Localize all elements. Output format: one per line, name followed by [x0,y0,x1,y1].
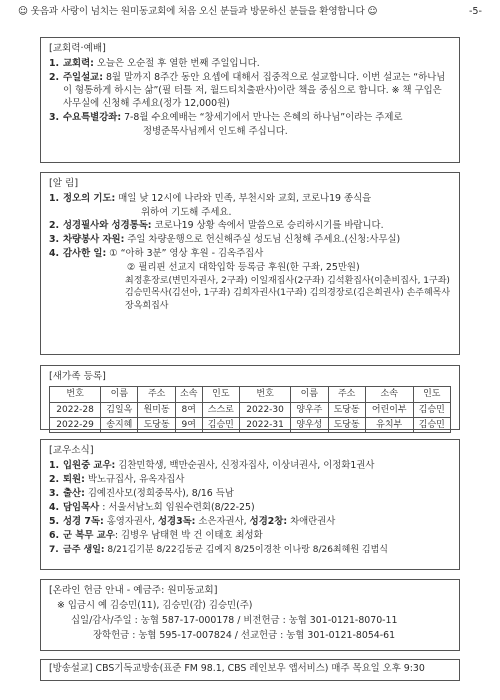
item-number: 3. [49,488,60,500]
item-text: ① “아하 3분” 영상 후원 - 김옥주집사 [106,248,264,260]
table-cell: 김일옥 [101,402,138,417]
item-text: 7-8월 수요예배는 “창세기에서 만나는 은혜의 하나님”이라는 주제로 [121,112,403,124]
table-cell: 어린이부 [365,402,413,417]
item-number: 1. [49,193,60,205]
item-label: 교회력: [63,58,94,70]
item-label: 수요특별강좌: [63,112,122,124]
table-cell: 9여 [175,418,202,433]
table-cell: 유치부 [365,418,413,433]
item-label: 차량봉사 자원: [63,234,125,246]
item-text: 오늘은 오순절 후 열한 번째 주일입니다. [93,58,260,70]
broadcast-section [40,659,460,681]
item-number: 4. [49,502,60,514]
column-header: 인도 [202,387,239,402]
item-number: 2. [49,72,60,84]
item-number: 6. [49,530,60,542]
donor-names: 장옥희집사 [125,300,169,311]
column-header: 주소 [138,387,175,402]
donor-names: 김승민목사(김선아, 1구좌) 김희자권사(1구좌) 김의경장로(김은희권사) 손주혜목사 [125,288,451,299]
item-number: 2. [49,220,60,232]
page-number: -5- [468,6,482,17]
table-cell: 2022-29 [50,418,101,433]
list-item [49,193,451,206]
item-number: 3. [49,234,60,246]
column-header: 이름 [101,387,138,402]
item-continuation: 위하여 기도해 주세요. [141,207,232,219]
column-header: 소속 [365,387,413,402]
list-item [49,460,451,473]
member-news-section [40,439,460,570]
item-sub-entry: ② 필리핀 선교지 대학입학 등록금 후원(한 구좌, 25만원) [127,262,360,274]
list-item [49,488,451,501]
list-item [49,516,451,529]
table-cell: 원미동 [138,402,175,417]
item-text: 김찬민학생, 백만순권사, 신정자집사, 이상녀권사, 이정화1권사 [115,460,375,472]
item-text: 코로나19 상황 속에서 말씀으로 승리하시기를 바랍니다. [151,220,384,232]
news-section [40,172,460,355]
table-cell: 도당동 [328,418,365,433]
item-number: 3. [49,112,60,124]
new-family-section [40,365,460,430]
table-cell: 2022-31 [240,418,291,433]
list-item [49,220,451,233]
online-giving-section [40,579,460,651]
item-label: 담임목사 [63,502,100,514]
list-item [49,58,451,71]
list-item [49,248,451,261]
table-cell: 도당동 [328,402,365,417]
list-item [49,72,451,111]
giving-accounts: 십일/감사/주일 : 농협 587-17-000178 / 비전헌금 : 농협 301-0121-8070-11 [71,615,398,627]
table-cell: 8여 [175,402,202,417]
donor-names: 최정훈장로(변민자권사, 2구좌) 이일재집사(2구좌) 김석환집사(이춘비집사, 1구좌) [125,276,450,287]
table-cell: 도당동 [138,418,175,433]
table-cell: 김승민 [413,402,450,417]
list-item [49,544,451,556]
broadcast-text: CBS기독교방송(표준 FM 98.1, CBS 레인보우 앱서비스) 매주 목요일 오후 9:30 [92,663,425,674]
item-label: 군 복무 교우 [63,530,115,542]
item-label: 감사한 일: [63,248,107,260]
table-cell: 김승민 [413,418,450,433]
item-text: 홍영자권사, [103,516,158,528]
item-label: 퇴원: [63,474,85,486]
church-calendar-section [40,37,460,163]
item-label: 정오의 기도: [63,193,116,205]
section-title: [교우소식] [49,445,94,456]
list-item [49,112,451,125]
section-title: [온라인 헌금 안내 - 예금주: 원미동교회] [49,585,218,596]
item-number: 5. [49,516,60,528]
column-header: 번호 [240,387,291,402]
item-text: 소은자권사, [195,516,250,528]
item-label: 주일설교: [63,72,103,84]
item-text: 차애란권사 [287,516,336,528]
giving-note: ※ 입금시 예 김승민(11), 김승민(감) 김승민(주) [57,600,253,612]
item-label: 금주 생일: [63,545,105,556]
header-welcome-text: ☺ 웃음과 사랑이 넘치는 원미동교회에 처음 오신 분들과 방문하신 분들을 환영합니다 ☺ [18,6,378,17]
item-text: 8월 말까지 8주간 동안 요셉에 대해서 집중적으로 설교합니다. 이번 설교는 “하나님이 형통하게 하시는 삶”(필 터틀 저, 월드티치출판사)이란 책을 중심으로 합니다. ※ 책 구입은 사무실에 신청해 주세요(정가 12,000원) [63,72,446,110]
table-header-row [50,387,451,402]
item-number: 2. [49,474,60,486]
item-continuation: 정병준목사님께서 인도해 주십니다. [143,126,288,138]
table-row [50,402,451,417]
table-row [50,418,451,433]
item-number: 1. [49,58,60,70]
item-number: 7. [49,545,59,556]
section-title: [알 림] [49,178,79,189]
item-number: 4. [49,248,60,260]
item-text: 박노규집사, 유옥자집사 [84,474,185,486]
item-text: 주일 차량운행으로 헌신해주실 성도님 신청해 주세요.(신청:사무실) [124,234,401,246]
item-label: 출산: [63,488,85,500]
column-header: 소속 [175,387,202,402]
table-cell: 스스로 [202,402,239,417]
giving-accounts: 장학헌금 : 농협 595-17-007824 / 선교헌금 : 농협 301-0121-8054-61 [93,630,396,642]
table-cell: 2022-30 [240,402,291,417]
list-item [49,474,451,487]
item-number: 1. [49,460,60,472]
item-label: 성경2창: [249,516,288,528]
column-header: 번호 [50,387,101,402]
list-item [49,234,451,247]
table-cell: 2022-28 [50,402,101,417]
section-title: [새가족 등록] [49,371,106,382]
item-text: : 김병우 남태현 박 건 이태호 최성화 [114,530,263,542]
list-item [49,530,451,543]
item-text: 김예진사모(정희중목사), 8/16 득남 [84,488,234,500]
table-cell: 양우성 [291,418,328,433]
item-label: 성경필사와 성경통독: [63,220,152,232]
table-cell: 양우주 [291,402,328,417]
table-cell: 김승민 [202,418,239,433]
item-text: 8/21김기분 8/22김동균 김예지 8/25이경찬 이나랑 8/26최혜원 김범식 [104,545,388,556]
table-cell: 송지혜 [101,418,138,433]
item-text: : 서울서남노회 임원수련회(8/22-25) [99,502,255,514]
new-family-table [49,386,451,433]
list-item [49,502,451,515]
column-header: 인도 [413,387,450,402]
page-header [18,5,482,21]
section-title: [교회력·예배] [49,43,106,54]
item-label: 성경 7독: [63,516,104,528]
item-label: 성경3독: [157,516,196,528]
item-text: 매일 낮 12시에 나라와 민족, 부천시와 교회, 코로나19 종식을 [115,193,372,205]
column-header: 이름 [291,387,328,402]
broadcast-label: [방송설교] [49,663,93,674]
column-header: 주소 [328,387,365,402]
item-label: 입원중 교우: [63,460,116,472]
